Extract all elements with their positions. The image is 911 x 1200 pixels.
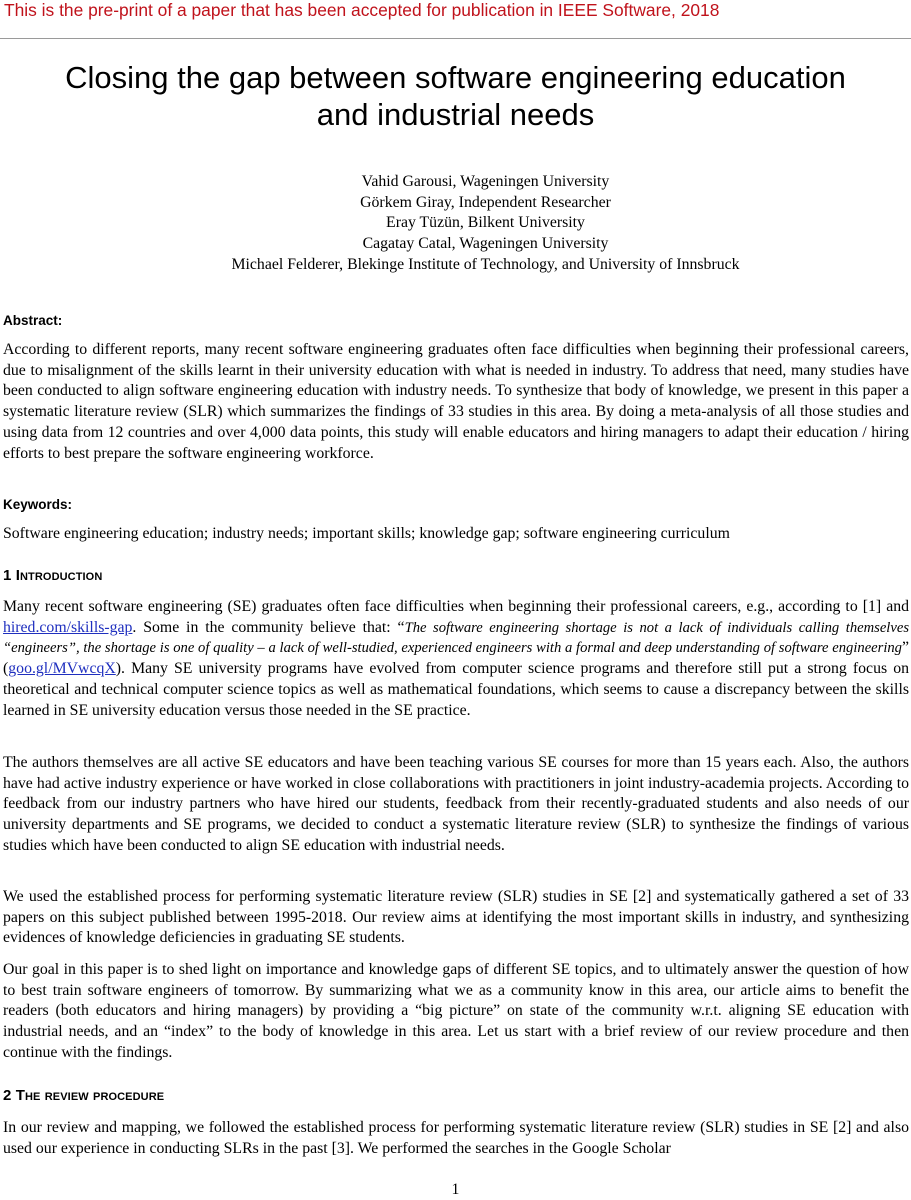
author-list (0, 172, 911, 276)
section-number: 2 (3, 1087, 12, 1104)
quote-text: The software engineering shortage is not a lack of individuals calling themselves “engineers”, the shortage is one of quality – a lack of well-studied, experienced engineers with a formal and deep understanding of software engineering (3, 619, 909, 657)
author-line: Görkem Giray, Independent Researcher (360, 193, 611, 211)
review-paragraph-1: In our review and mapping, we followed the established process for performing systematic literature review (SLR) studies in SE [2] and also used our experience in conducting SLRs in the past [3]. We performed the searches in the Google Scholar (3, 1119, 909, 1157)
section-title: The review procedure (15, 1087, 165, 1104)
author-line: Vahid Garousi, Wageningen University (361, 173, 610, 190)
author-line: Michael Felderer, Blekinge Institute of Technology, and University of Innsbruck (231, 255, 740, 273)
abstract-text: According to different reports, many recent software engineering graduates often face difficulties when beginning their professional careers, due to misalignment of the skills learnt in their university education with what is needed in industry. To address that need, many studies have been conducted to align software engineering education with industry needs. To synthesize that body of knowledge, we present in this paper a systematic literature review (SLR) which summarizes the findings of 33 studies in this area. By doing a meta-analysis of all those studies and using data from 12 countries and over 4,000 data points, this study will enable educators and hiring managers to adapt their education / hiring efforts to best prepare the software engineering workforce. (3, 341, 909, 462)
text-run: Many recent software engineering (SE) graduates often face difficulties when beginning their professional careers, e.g., according to [1] and (3, 598, 909, 615)
section-title: Introduction (15, 567, 103, 584)
paper-title (0, 59, 911, 133)
preprint-banner: This is the pre-print of a paper that has been accepted for publication in IEEE Software, 2018 (4, 0, 720, 20)
text-run: ). Many SE university programs have evolved from computer science programs and therefore still put a strong focus on theoretical and technical computer science topics as well as mathematical foundations, which seems to cause a discrepancy between the skills learned in SE university education versus those needed in the SE practice. (3, 660, 909, 719)
page-number: 1 (451, 1181, 460, 1198)
intro-paragraph-2: The authors themselves are all active SE educators and have been teaching various SE courses for more than 15 years each. Also, the authors have had active industry experience or have worked in close collaborations with practitioners in joint industry-academia projects. According to feedback from our industry partners who have hired our students, feedback from their recently-graduated students and also needs of our university departments and SE programs, we decided to conduct a systematic literature review (SLR) to synthesize the findings of various studies which have been conducted to align SE education with industrial needs. (3, 754, 909, 854)
abstract-label: Abstract: (3, 313, 63, 328)
header-rule (0, 38, 911, 39)
author-line: Cagatay Catal, Wageningen University (362, 235, 609, 253)
hired-link[interactable]: hired.com/skills-gap (3, 618, 133, 636)
keywords-label: Keywords: (3, 497, 73, 512)
intro-paragraph-1 (3, 597, 909, 721)
section-number: 1 (3, 567, 12, 584)
section-2-heading (3, 1087, 164, 1104)
intro-paragraph-4: Our goal in this paper is to shed light on importance and knowledge gaps of different SE topics, and to ultimately answer the question of how to best train software engineers of tomorrow. By summarizing what we as a community know in this area, our article aims to benefit the readers (both educators and hiring managers) by providing a “big picture” on state of the community w.r.t. aligning SE education with industrial needs, and an “index” to the body of knowledge in this area. Let us start with a brief review of our review procedure and then continue with the findings. (3, 961, 909, 1061)
text-run: ” ( (3, 639, 909, 678)
goo-gl-link[interactable]: goo.gl/MVwcqX (8, 660, 116, 678)
text-run: . Some in the community believe that: “ (132, 618, 405, 636)
title-line-2: and industrial needs (316, 97, 595, 132)
author-line: Eray Tüzün, Bilkent University (386, 214, 585, 232)
keywords-text: Software engineering education; industry needs; important skills; knowledge gap; software engineering curriculum (3, 525, 730, 542)
section-1-heading (3, 567, 102, 584)
intro-paragraph-3: We used the established process for performing systematic literature review (SLR) studies in SE [2] and systematically gathered a set of 33 papers on this subject published between 1995-2018. Our review aims at identifying the most important skills in industry, and synthesizing evidences of knowledge deficiencies in graduating SE students. (3, 888, 909, 947)
title-line-1: Closing the gap between software engineering education (65, 60, 846, 95)
